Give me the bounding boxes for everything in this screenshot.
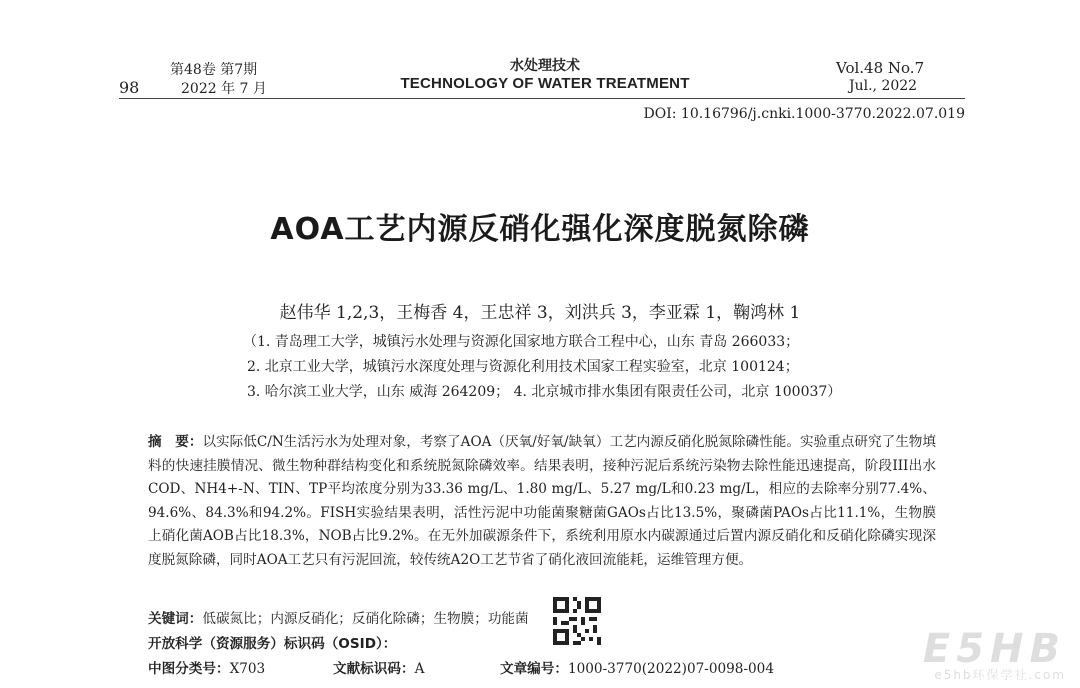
journal-title-cn: 水处理技术 — [510, 58, 580, 74]
issue-date-cn: 2022 年 7 月 — [181, 81, 267, 97]
doc-code-value: A — [414, 661, 425, 677]
abstract — [148, 431, 936, 573]
osid-line — [148, 632, 396, 652]
article-number-label: 文章编号： — [500, 661, 568, 677]
doc-code-label: 文献标识码： — [333, 661, 415, 677]
affiliation-1: （1. 青岛理工大学，城镇污水处理与资源化国家地方联合工程中心，山东 青岛 266033； — [243, 334, 800, 350]
article-number-value: 1000-3770(2022)07-0098-004 — [567, 661, 774, 677]
clc-line — [148, 657, 265, 677]
article-title: AOA工艺内源反硝化强化深度脱氮除磷 — [270, 212, 810, 247]
abstract-text: 以实际低C/N生活污水为处理对象，考察了AOA（厌氧/好氧/缺氧）工艺内源反硝化脱氮除磷性能。实验重点研究了生物填料的快速挂膜情况、微生物种群结构变化和系统脱氮除磷效率。结果表明，接种污泥后系统污染物去除性能迅速提高，阶段III出水COD、NH4+-N、TIN、TP平均浓度分别为33.36 mg/L、1.80 mg/L、5.27 mg/L和0.23 mg/L，相应的去除率分别77.4%、94.6%、84.3%和94.2%。FISH实验结果表明，活性污泥中功能菌聚糖菌GAOs占比13.5%，聚磷菌PAOs占比11.1%，生物膜上硝化菌AOB占比18.3%，NOB占比9.2%。在无外加碳源条件下，系统利用原水内碳源通过后置内源反硝化和反硝化除磷实现深度脱氮除磷，同时AOA工艺只有污泥回流，较传统A2O工艺节省了硝化液回流能耗，运维管理方便。 — [148, 434, 937, 568]
issue-date-en: Jul., 2022 — [849, 78, 918, 94]
clc-value: X703 — [229, 661, 266, 677]
osid-label: 开放科学（资源服务）标识码（OSID）： — [148, 636, 397, 652]
watermark-subtitle: e5hb环保学社.com — [934, 668, 1066, 682]
page-number: 98 — [119, 78, 140, 97]
keywords-label: 关键词： — [148, 611, 203, 627]
abstract-label: 摘 要： — [148, 434, 203, 450]
header-rule — [119, 98, 965, 99]
keywords-line — [148, 607, 529, 627]
issue-volume: 第48卷 第7期 — [170, 62, 258, 78]
journal-title-en: TECHNOLOGY OF WATER TREATMENT — [400, 75, 690, 92]
watermark-logo: E5HB — [922, 626, 1066, 672]
osid-qr-code[interactable] — [553, 597, 601, 645]
affiliation-3: 3. 哈尔滨工业大学，山东 威海 264209； 4. 北京城市排水集团有限责任公司，北京 100037） — [247, 384, 842, 400]
keywords: 低碳氮比；内源反硝化；反硝化除磷；生物膜；功能菌 — [202, 611, 529, 627]
affiliation-2: 2. 北京工业大学，城镇污水深度处理与资源化利用技术国家工程实验室，北京 100124； — [247, 359, 799, 375]
article-number-line — [500, 657, 774, 677]
doi: DOI: 10.16796/j.cnki.1000-3770.2022.07.019 — [643, 106, 965, 122]
clc-label: 中图分类号： — [148, 661, 230, 677]
site-watermark — [922, 626, 1066, 682]
author-list: 赵伟华 1,2,3，王梅香 4，王忠祥 3，刘洪兵 3，李亚霖 1，鞠鸿林 1 — [279, 303, 801, 323]
doc-code-line — [333, 657, 424, 677]
issue-volume-en: Vol.48 No.7 — [836, 59, 925, 77]
